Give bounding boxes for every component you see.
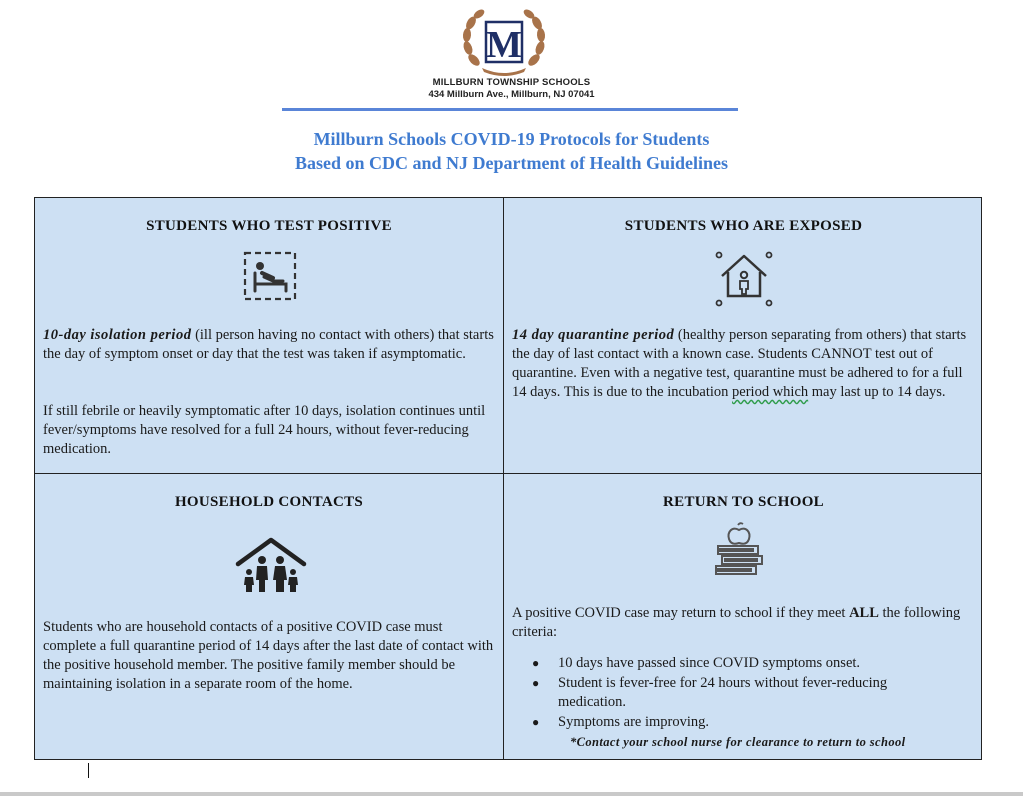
exposed-p1-text: (healthy person separating from others) that starts the day of last contact with a known case. Students CANNOT test out of quarantine. Even with a negative test, quarantine must be adhered to for a full 14 days. This is due to the incubation — [512, 327, 967, 400]
table-divider-horizontal — [35, 473, 981, 474]
school-logo — [460, 8, 548, 80]
protocol-table — [34, 197, 982, 760]
quarantine-period-emphasis: 14 day quarantine period — [512, 327, 675, 343]
return-intro-text: A positive COVID case may return to school if they meet — [512, 605, 850, 621]
org-address: 434 Millburn Ave., Millburn, NJ 07041 — [428, 89, 595, 100]
window-bottom-edge — [0, 792, 1023, 796]
family-house-icon — [235, 536, 307, 596]
nurse-note: *Contact your school nurse for clearance to return to school — [570, 735, 906, 749]
positive-p1-text: (ill person having no contact with others) that starts the day of symptom onset or day that the test was taken if asymptomatic. — [43, 327, 494, 362]
return-heading: RETURN TO SCHOOL — [663, 494, 824, 510]
text-cursor — [88, 763, 89, 778]
positive-paragraph-2: If still febrile or heavily symptomatic after 10 days, isolation continues until fever/symptoms have resolved for a full 24 hours, without fever-reducing medication. — [43, 403, 486, 457]
criteria-list — [512, 654, 952, 733]
exposed-p1-end: may last up to 14 days. — [808, 384, 946, 400]
return-intro-end: the following criteria: — [512, 605, 961, 640]
return-intro — [512, 604, 974, 642]
exposed-heading: STUDENTS WHO ARE EXPOSED — [624, 218, 863, 234]
svg-text:M: M — [486, 24, 522, 66]
positive-heading: STUDENTS WHO TEST POSITIVE — [146, 218, 392, 234]
page-subtitle: Based on CDC and NJ Department of Health Guidelines — [294, 153, 729, 173]
books-apple-icon — [714, 522, 764, 580]
quarantine-house-icon — [714, 248, 774, 310]
household-heading: HOUSEHOLD CONTACTS — [174, 494, 364, 510]
isolation-period-emphasis: 10-day isolation period — [43, 327, 192, 343]
exposed-paragraph-1 — [512, 326, 974, 402]
positive-paragraph-1 — [43, 326, 495, 364]
header-rule — [282, 108, 738, 111]
isolation-bed-icon — [243, 251, 297, 301]
org-name: MILLBURN TOWNSHIP SCHOOLS — [432, 77, 591, 88]
household-paragraph: Students who are household contacts of a positive COVID case must complete a full quarantine period of 14 days after the last date of contact with the positive household member. The positive family member should be maintaining isolation in a separate room of the home. — [43, 619, 494, 692]
criteria-item: ● 10 days have passed since COVID symptoms onset. — [512, 654, 952, 673]
grammar-flag[interactable]: period which — [732, 384, 809, 400]
page-title: Millburn Schools COVID-19 Protocols for Students — [313, 129, 710, 149]
table-divider-vertical — [503, 198, 504, 759]
all-emphasis: ALL — [849, 605, 879, 621]
criteria-item: ● Symptoms are improving. — [512, 713, 952, 732]
criteria-item: ● Student is fever-free for 24 hours without fever-reducing medication. — [512, 674, 952, 712]
